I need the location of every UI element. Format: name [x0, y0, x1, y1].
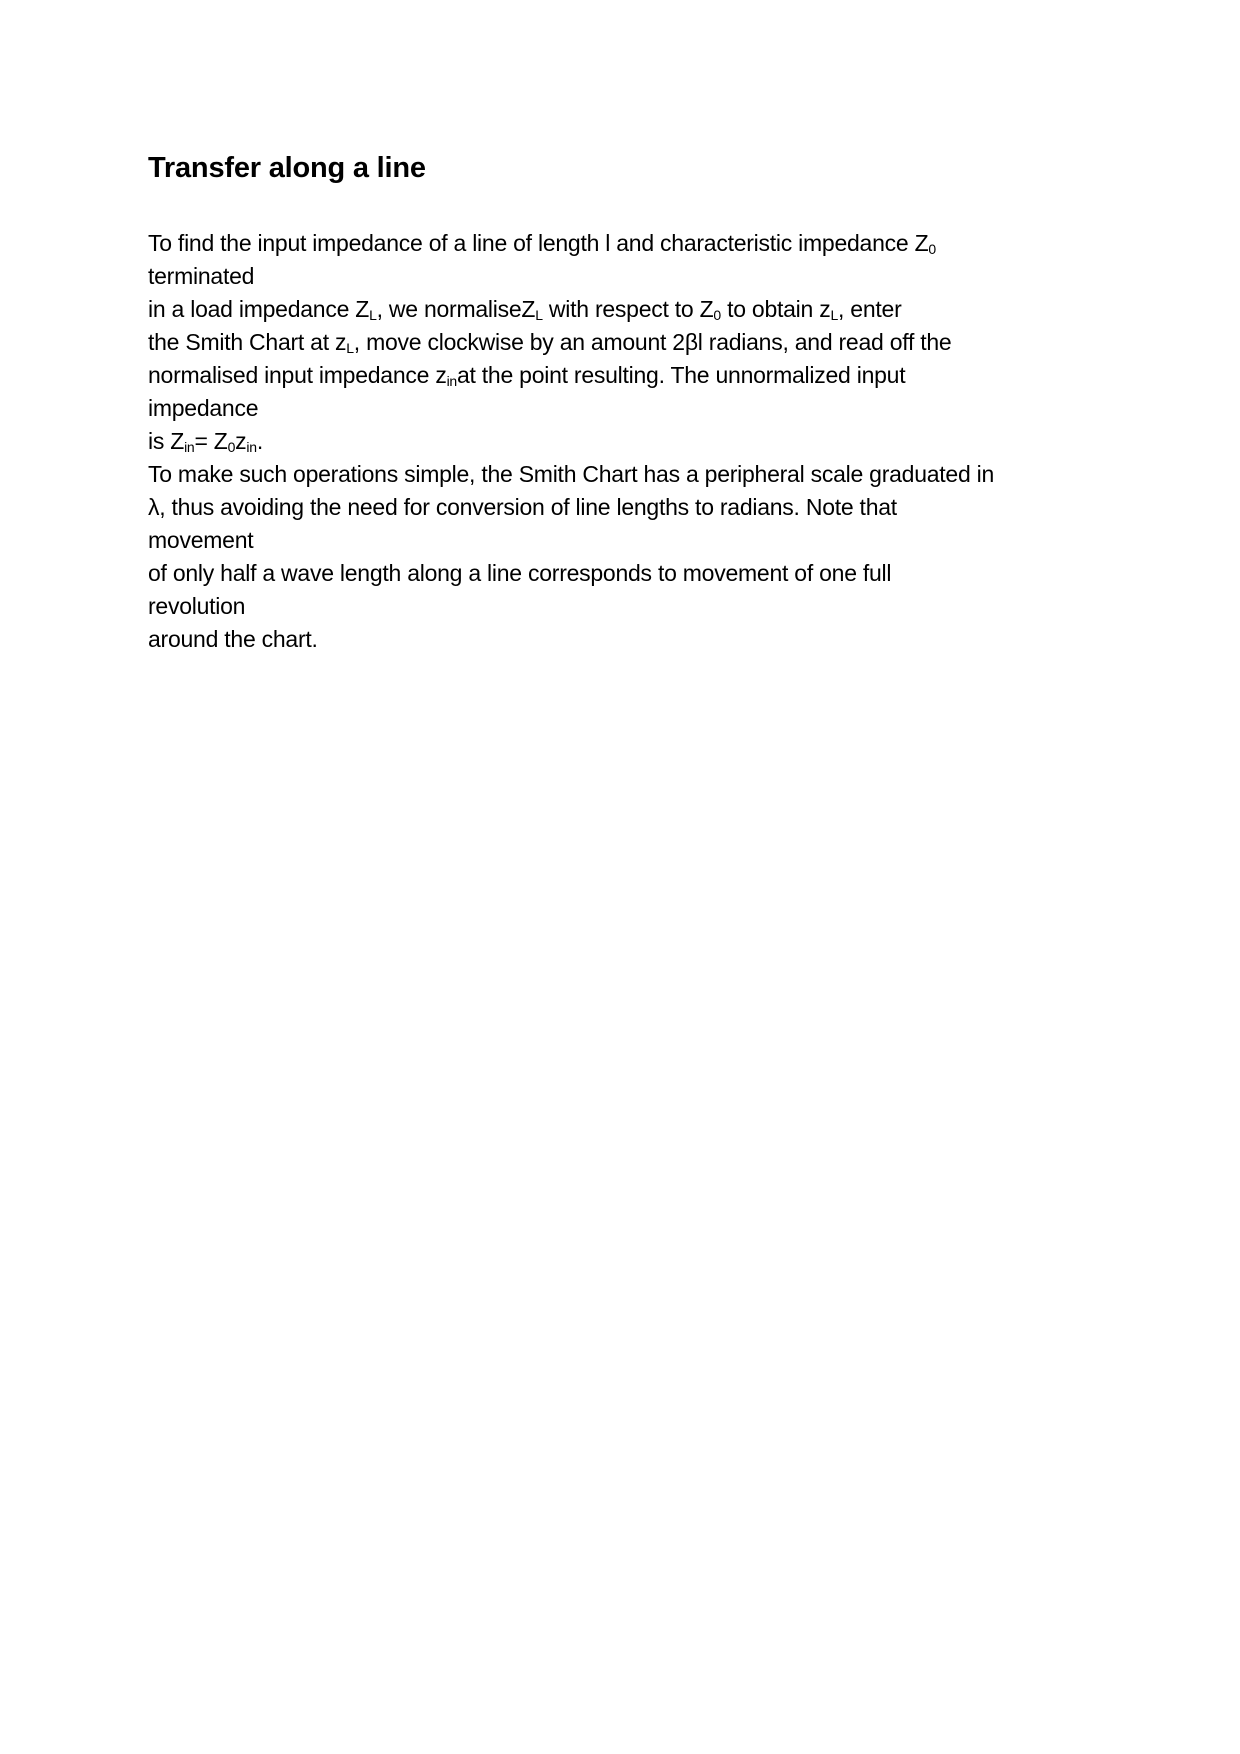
line-text: in a load impedance [148, 296, 356, 322]
symbol-z: Z [699, 296, 714, 322]
body-paragraph [148, 227, 1088, 656]
symbol-z: z [819, 296, 831, 322]
line-text: λ, thus avoiding the need for conversion of line lengths to radians. Note that [148, 494, 897, 520]
symbol-z: Z [914, 230, 929, 256]
text-line-13 [148, 623, 1088, 656]
line-text: around the chart. [148, 626, 318, 652]
page-title: Transfer along a line [148, 152, 426, 184]
text-line-9 [148, 491, 1088, 524]
text-line-4 [148, 326, 1088, 359]
line-text: the Smith Chart at [148, 329, 335, 355]
subscript-0: 0 [928, 241, 936, 257]
subscript-0: 0 [713, 307, 721, 323]
line-text: is [148, 428, 171, 454]
line-text: , enter [838, 296, 902, 322]
line-text: . [256, 428, 263, 454]
subscript-l: L [830, 307, 839, 323]
line-text: , move clockwise by an amount 2βl radians, and read off the [353, 329, 952, 355]
subscript-in: in [184, 439, 195, 455]
symbol-z: Z [170, 428, 185, 454]
text-line-11 [148, 557, 1088, 590]
line-text: normalised input impedance [148, 362, 436, 388]
text-line-1 [148, 227, 1088, 260]
subscript-0: 0 [227, 439, 236, 455]
symbol-z: z [335, 329, 347, 355]
symbol-z: z [235, 428, 247, 454]
symbol-z: Z [213, 428, 228, 454]
subscript-l: L [346, 340, 354, 356]
subscript-l: L [369, 307, 377, 323]
line-text: movement [148, 527, 254, 553]
text-line-12 [148, 590, 1088, 623]
text-line-6 [148, 392, 1088, 425]
line-text: at the point resulting. The unnormalized input [456, 362, 906, 388]
line-text: = [194, 428, 214, 454]
line-text: terminated [148, 263, 255, 289]
line-text: impedance [148, 395, 259, 421]
text-line-7 [148, 425, 1088, 458]
subscript-l: L [535, 307, 543, 323]
line-text: of only half a wave length along a line corresponds to movement of one full [148, 560, 892, 586]
line-text: , we normalise [376, 296, 522, 322]
text-line-3 [148, 293, 1088, 326]
line-text: To find the input impedance of a line of length l and characteristic impedance [148, 230, 915, 256]
symbol-z: z [435, 362, 447, 388]
line-text: to obtain [720, 296, 820, 322]
subscript-in: in [446, 373, 457, 389]
text-line-5 [148, 359, 1088, 392]
line-text: with respect to [542, 296, 700, 322]
text-line-2 [148, 260, 1088, 293]
text-line-8 [148, 458, 1088, 491]
symbol-z: Z [521, 296, 536, 322]
symbol-z: Z [355, 296, 370, 322]
text-line-10 [148, 524, 1088, 557]
line-text: revolution [148, 593, 246, 619]
line-text: To make such operations simple, the Smith Chart has a peripheral scale graduated in [148, 461, 995, 487]
subscript-in: in [246, 439, 257, 455]
